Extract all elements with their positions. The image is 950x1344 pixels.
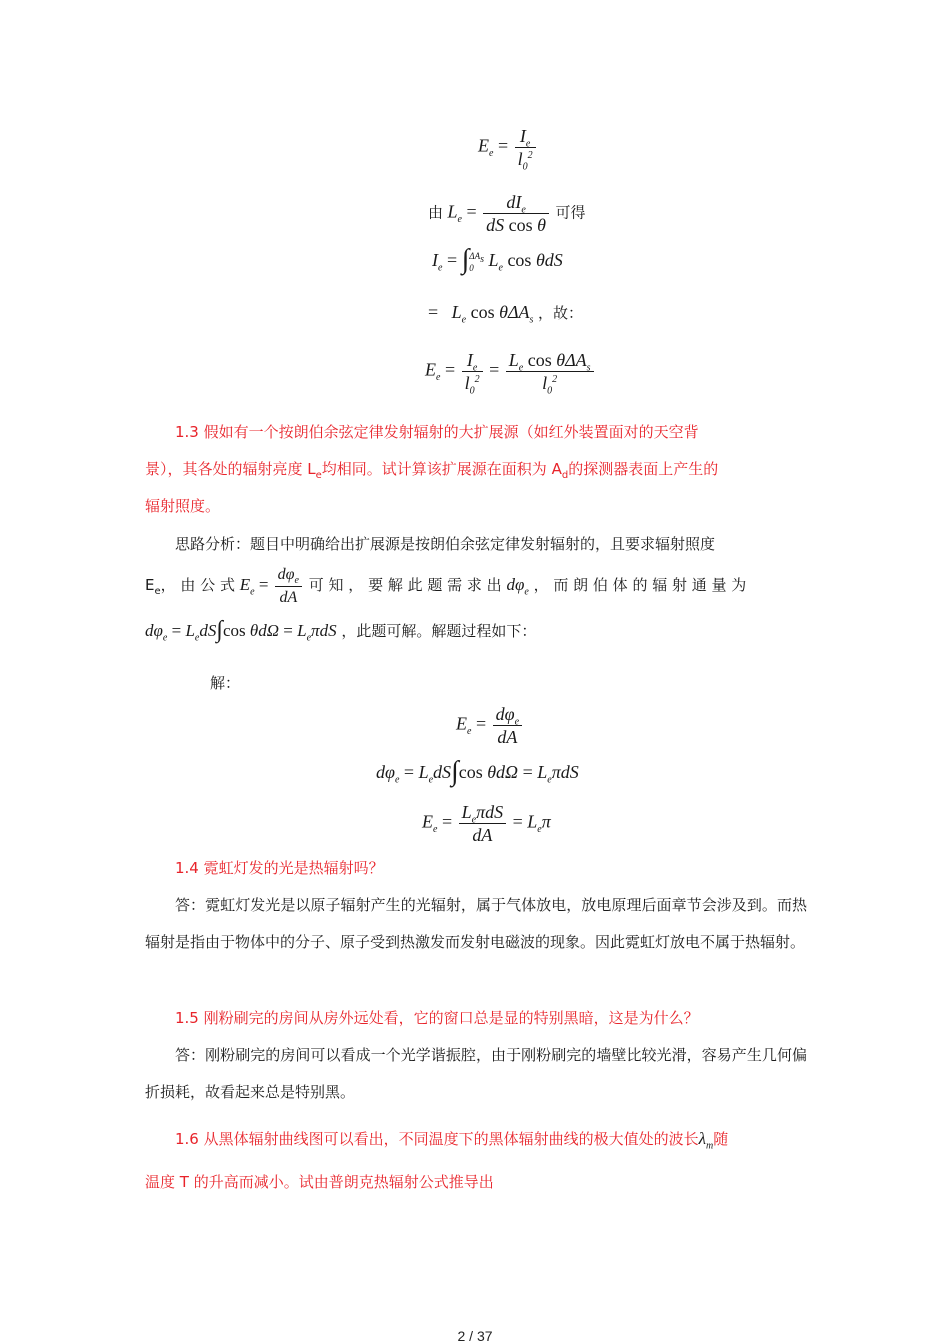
analysis-line3: $d\varphi_e = L_edS\int\cos$ $\theta d\Omega = L_e\pi dS$ ，此题可解。解题过程如下：	[145, 616, 537, 643]
eq4-suffix: ，故：	[537, 304, 583, 322]
answer-1-5	[145, 1037, 807, 1111]
eq2-prefix: 由	[428, 203, 444, 222]
analysis-paragraph	[145, 526, 807, 655]
question-1-6	[145, 1118, 807, 1204]
q15-answer: 答：刚粉刷完的房间可以看成一个光学谐振腔，由于刚粉刷完的墙壁比较光滑，容易产生几何偏折损耗，故看起来总是特别黑。	[145, 1046, 807, 1101]
q13-line3: 辐射照度。	[145, 497, 221, 515]
q14-answer: 答：霓虹灯发光是以原子辐射产生的光辐射，属于气体放电，放电原理后面章节会涉及到。而热辐射是指由于物体中的分子、原子受到热激发而发射电磁波的现象。因此霓虹灯放电不属于热辐射。	[145, 896, 807, 951]
equation-radiance-definition: 由 $L_e$ = $\frac{dI_e}{\text{dS cos θ}}$ 可得	[428, 192, 586, 235]
q15-question: 1.5 刚粉刷完的房间从房外远处看，它的窗口总是显的特别黑暗，这是为什么？	[175, 1009, 699, 1027]
equation-irradiance: $E_e$ = $\frac{I_e}{l_0^2}$	[478, 126, 538, 169]
analysis-line1: 思路分析：题目中明确给出扩展源是按朗伯余弦定律发射辐射的，且要求辐射照度	[175, 535, 716, 553]
eq4-prefix: =	[428, 302, 439, 322]
equation-irradiance-final: $E_e$ = $\frac{I_e}{l_0^2}$ = $\frac{L_e \cos \theta\Delta A_s}{l_0^2}$	[425, 350, 596, 393]
solution-equation-2: $d\varphi_e = L_edS\int\cos$ $\theta d\Omega = L_e\pi dS$	[376, 756, 579, 787]
q16-line2: 温度 T 的升高而减小。试由普朗克热辐射公式推导出	[145, 1173, 494, 1191]
page-number: 2 / 37	[457, 1328, 493, 1344]
q16-line1: 1.6 从黑体辐射曲线图可以看出，不同温度下的黑体辐射曲线的极大值处的波长$\lambda_m$随	[175, 1129, 729, 1152]
q13-line2: 景），其各处的辐射亮度 $L_e$均相同。试计算该扩展源在面积为 $A_d$的探测器表面上产生的	[145, 460, 719, 481]
equation-intensity-result: = $L_e$ cos θΔA$_s$ ，故：	[428, 302, 583, 326]
question-1-5	[145, 1000, 807, 1037]
solution-equation-1: $E_e$ = $\frac{d\varphi_e}{dA}$	[456, 704, 524, 747]
solution-label: 解：	[210, 674, 241, 692]
question-1-3	[145, 414, 807, 525]
eq2-suffix: 可得	[555, 203, 586, 222]
analysis-line2: $E_e$， 由 公 式 $E_e$ = $\frac{d\varphi_e}{dA}$ 可 知 ， 要 解 此 题 需 求 出 $d\varphi_e$ ， 而 朗 伯 体 的 辐 射 通 量 为	[145, 565, 747, 606]
q13-line1: 1.3 假如有一个按朗伯余弦定律发射辐射的大扩展源（如红外装置面对的天空背	[175, 423, 699, 441]
answer-1-4	[145, 887, 807, 961]
equation-intensity-integral: $I_e$ = ∫ $\Delta A_s$ 0 $L_e$ cos θdS	[432, 244, 563, 275]
solution-equation-3: $E_e$ = $\frac{L_e\pi dS}{dA}$ = $L_e\pi$	[422, 802, 551, 845]
question-1-4	[145, 850, 807, 887]
q14-question: 1.4 霓虹灯发的光是热辐射吗？	[175, 859, 384, 877]
